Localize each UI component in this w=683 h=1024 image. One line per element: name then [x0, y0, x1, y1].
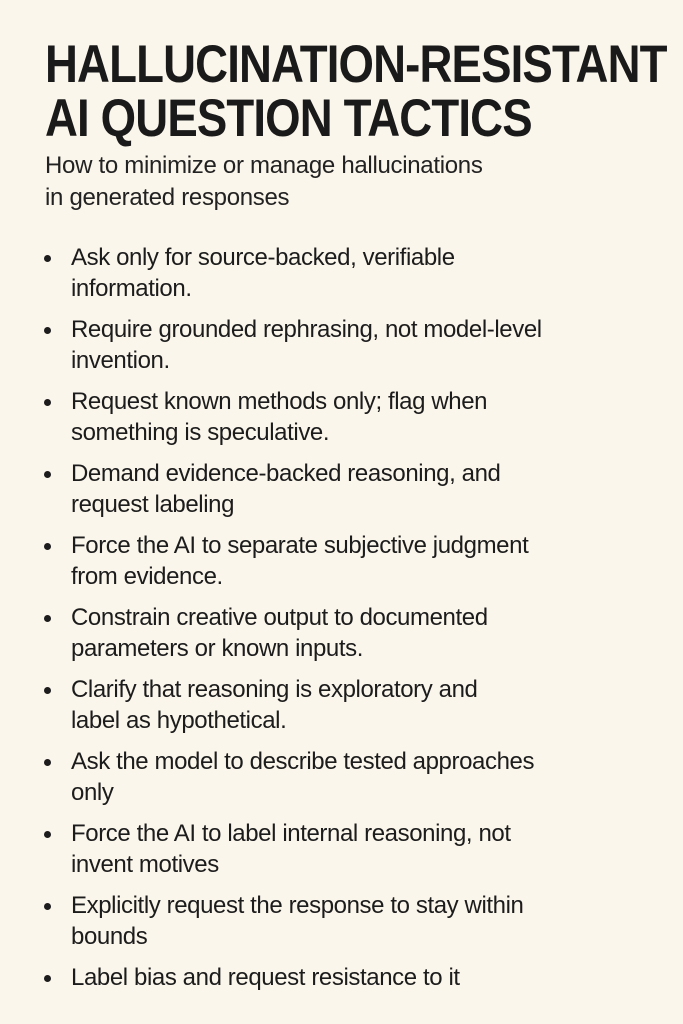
list-item-line: Request known methods only; flag when [71, 388, 488, 415]
bullet-icon [44, 543, 51, 550]
list-item-line: Demand evidence-backed reasoning, and [71, 460, 501, 487]
list-item [0, 962, 542, 993]
list-item-line: request labeling [71, 491, 235, 518]
page-title [45, 35, 667, 148]
list-item-line: Require grounded rephrasing, not model-level [71, 316, 542, 343]
list-item-line: Explicitly request the response to stay within [71, 892, 524, 919]
list-item-line: Ask only for source-backed, verifiable [71, 244, 455, 271]
list-item [0, 242, 542, 304]
bullet-icon [44, 327, 51, 334]
list-item-line: from evidence. [71, 563, 223, 590]
list-item-line: label as hypothetical. [71, 707, 287, 734]
list-item [0, 746, 542, 808]
list-item [0, 458, 542, 520]
title-line: AI QUESTION TACTICS [45, 89, 532, 148]
title-line: HALLUCINATION-RESISTANT [45, 35, 667, 94]
list-item-line: invention. [71, 347, 170, 374]
subtitle-line: How to minimize or manage hallucinations [45, 152, 483, 179]
list-item [0, 674, 542, 736]
bullet-icon [44, 399, 51, 406]
list-item [0, 386, 542, 448]
bullet-icon [44, 831, 51, 838]
list-item [0, 530, 542, 592]
list-item-line: Clarify that reasoning is exploratory and [71, 676, 478, 703]
list-item-line: bounds [71, 923, 148, 950]
list-item-line: Constrain creative output to documented [71, 604, 488, 631]
list-item-line: only [71, 779, 114, 806]
bullet-icon [44, 903, 51, 910]
bullet-icon [44, 255, 51, 262]
list-item [0, 314, 542, 376]
list-item-line: Label bias and request resistance to it [71, 964, 460, 991]
list-item-line: Ask the model to describe tested approaches [71, 748, 535, 775]
bullet-icon [44, 687, 51, 694]
list-item-line: invent motives [71, 851, 219, 878]
list-item-line: information. [71, 275, 192, 302]
list-item-line: parameters or known inputs. [71, 635, 364, 662]
bullet-icon [44, 615, 51, 622]
bullet-icon [44, 471, 51, 478]
subtitle-line: in generated responses [45, 184, 290, 211]
list-item [0, 890, 542, 952]
list-item-line: Force the AI to label internal reasoning, not [71, 820, 511, 847]
list-item [0, 818, 542, 880]
list-item-line: something is speculative. [71, 419, 330, 446]
tactics-list [0, 242, 542, 1003]
list-item-line: Force the AI to separate subjective judgment [71, 532, 529, 559]
subtitle [45, 150, 483, 214]
bullet-icon [44, 975, 51, 982]
bullet-icon [44, 759, 51, 766]
list-item [0, 602, 542, 664]
